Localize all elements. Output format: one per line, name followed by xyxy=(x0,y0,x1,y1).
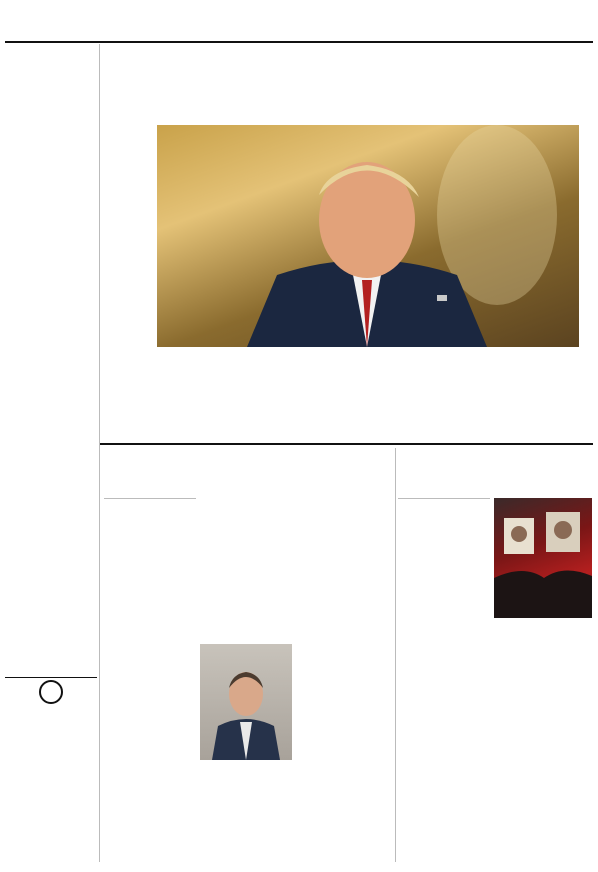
at-icon xyxy=(39,680,63,704)
reuss-col-3 xyxy=(296,498,388,616)
gastwirte-body xyxy=(8,254,96,374)
trump-col-a xyxy=(104,352,154,440)
sidebar xyxy=(5,44,97,864)
team-list xyxy=(7,744,95,860)
trump-col-c xyxy=(254,357,334,439)
section-divider xyxy=(100,443,593,445)
trump-col-d xyxy=(338,357,418,439)
fakenews-body xyxy=(8,407,96,571)
gps-body xyxy=(8,600,96,676)
contact-rule xyxy=(5,677,97,678)
richter-figure xyxy=(200,644,292,760)
trump-lead xyxy=(104,146,154,330)
header-rule xyxy=(5,41,593,43)
sarg-byline xyxy=(398,498,490,499)
trump-col-e-rest xyxy=(422,404,498,440)
reuss-col-2 xyxy=(200,498,292,640)
trump-photo xyxy=(157,125,579,347)
reuss-col-1 xyxy=(104,507,196,863)
trump-col-e xyxy=(422,357,498,387)
trump-col-b xyxy=(158,357,250,439)
protest-figure xyxy=(494,498,592,618)
sarg-col-1 xyxy=(398,507,490,863)
protest-photo xyxy=(494,498,592,618)
pkw-body xyxy=(8,105,96,219)
reuss-byline xyxy=(104,498,196,499)
reuss-col-3-rest xyxy=(296,632,388,863)
reuss-sarg-divider xyxy=(395,448,396,862)
trump-figure xyxy=(157,125,579,347)
richter-photo xyxy=(200,644,292,760)
sidebar-divider xyxy=(99,44,100,862)
